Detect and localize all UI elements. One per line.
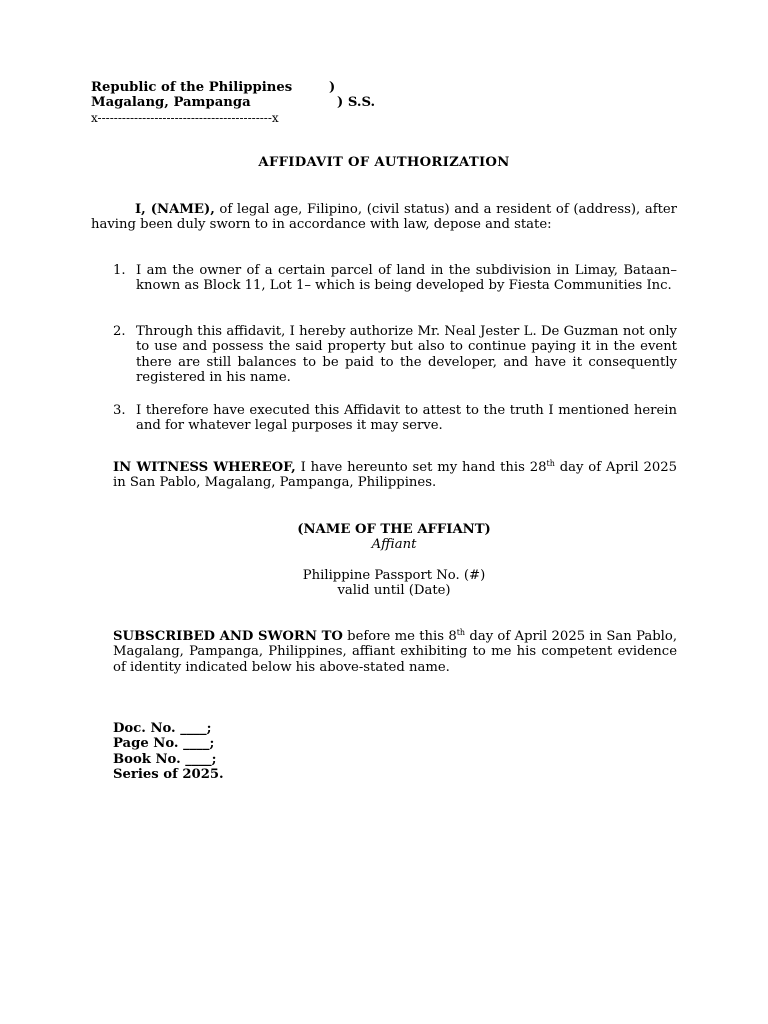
intro-paragraph	[91, 202, 677, 233]
witness-ordinal: th	[546, 459, 555, 468]
statement-text: I therefore have executed this Affidavit to attest to the truth I mentioned herein and for whatever legal purposes it may serve.	[136, 403, 677, 434]
doc-number: Doc. No. ____;	[113, 721, 212, 736]
witness-text-2: day of April 2025 in San Pablo, Magalang, Pampanga, Philippines.	[113, 460, 678, 491]
affiant-signature-block	[0, 522, 768, 553]
statement-item	[91, 403, 677, 434]
passport-number: Philippine Passport No. (#)	[302, 568, 486, 583]
statement-item	[91, 324, 677, 386]
jurat-lead: SUBSCRIBED AND SWORN TO	[113, 629, 343, 644]
book-number: Book No. ____;	[113, 751, 217, 767]
affiant-role: Affiant	[371, 537, 417, 553]
statement-number: 2.	[113, 324, 126, 339]
document-title: AFFIDAVIT OF AUTHORIZATION	[258, 155, 510, 170]
jurat-paragraph	[113, 629, 677, 675]
affiant-name-placeholder: I, (NAME),	[135, 202, 215, 217]
venue-ss: ) S.S.	[337, 95, 376, 111]
affiant-id-block	[0, 568, 768, 599]
venue-country: Republic of the Philippines	[91, 80, 293, 95]
jurat-text-2: day of April 2025 in San Pablo, Magalang, Pampanga, Philippines, affiant exhibiting to me his competent evidence of identity indicated below his above-stated name.	[113, 629, 678, 675]
page-number: Page No. ____;	[113, 736, 215, 752]
venue-municipality: Magalang, Pampanga	[91, 95, 251, 111]
witness-paragraph	[113, 460, 677, 491]
jurat-ordinal: th	[456, 628, 466, 637]
witness-text-1: I have hereunto set my hand this 28	[295, 460, 547, 475]
venue-caption	[91, 80, 411, 126]
witness-lead: IN WITNESS WHEREOF,	[113, 460, 296, 475]
affiant-name: (NAME OF THE AFFIANT)	[297, 522, 491, 537]
passport-validity: valid until (Date)	[337, 583, 451, 599]
statement-text: Through this affidavit, I hereby authorize Mr. Neal Jester L. De Guzman not only to use and possess the said property but also to continue paying it in the event there are still balances to be paid to the developer, and have it consequently registered in his name.	[136, 324, 677, 386]
notarial-register	[113, 721, 224, 783]
intro-text: of legal age, Filipino, (civil status) and a resident of (address), after having been duly sworn to in accordance with law, depose and state:	[91, 202, 677, 233]
venue-divider: x-------------------------------------------x	[91, 110, 279, 125]
statement-text: I am the owner of a certain parcel of land in the subdivision in Limay, Bataan– known as Block 11, Lot 1– which is being developed by Fiesta Communities Inc.	[136, 263, 677, 294]
statement-number: 3.	[113, 403, 126, 418]
series-year: Series of 2025.	[113, 767, 224, 783]
statement-number: 1.	[113, 263, 126, 278]
venue-paren: )	[329, 80, 336, 95]
statement-item	[91, 263, 677, 294]
jurat-text-1: before me this 8	[342, 629, 457, 644]
